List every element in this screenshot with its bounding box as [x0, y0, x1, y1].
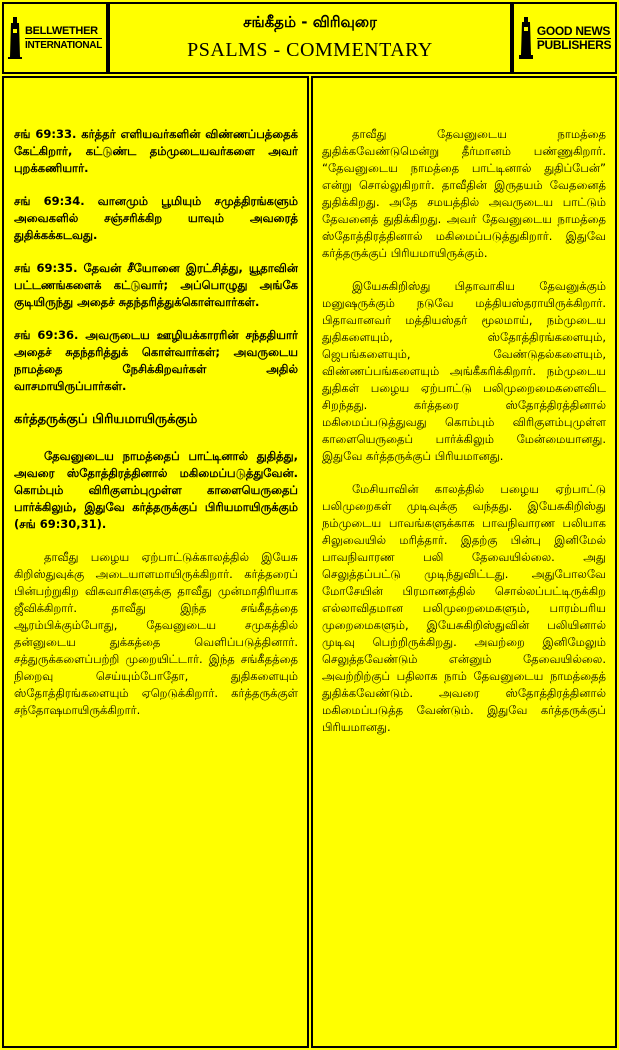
good-news-logo	[518, 17, 611, 59]
book-tower-icon	[518, 17, 534, 59]
title-box	[108, 2, 512, 74]
left-logo-line-2: INTERNATIONAL	[24, 39, 103, 51]
commentary-paragraph-2: இயேசுகிறிஸ்து பிதாவாகிய தேவனுக்கும் மனுஷருக்கும் நடுவே மத்தியஸ்தராயிருக்கிறார். பிதாவானவர் மத்தியஸ்தர் மூலமாய், நம்முடைய துதிகளையும், ஸ்தோத்திரங்களையும், ஜெபங்களையும், வேண்டுதல்களையும், விண்ணப்பங்களையும் அங்கீகரிக்கிறார். நம்முடைய துதிகள் பழைய ஏற்பாட்டு பலிமுறைமைகளைவிட சிறந்தது. கர்த்தரை ஸ்தோத்திரத்தினால் மகிமைப்படுத்துவது கொம்பும் விரிகுளம்புமுள்ள காளையெருதைப் பார்க்கிலும் மேன்மையானது. இதுவே கர்த்தருக்குப் பிரியமானது.	[322, 279, 606, 463]
verse-69-33: சங் 69:33. கர்த்தர் எளியவர்களின் விண்ணப்பத்தைக் கேட்கிறார், கட்டுண்ட தம்முடையவர்களை அவர் புறக்கணியார்.	[14, 127, 298, 175]
section-heading: கர்த்தருக்குப் பிரியமாயிருக்கும்	[14, 412, 198, 427]
verse-69-36: சங் 69:36. அவருடைய ஊழியக்காரரின் சந்ததியார் அதைச் சுதந்தரித்துக் கொள்வார்கள்; அவருடைய நாமத்தை நேசிக்கிறவர்கள் அதில் வாசமாயிருப்பார்கள்.	[14, 328, 298, 393]
key-verse-quote: தேவனுடைய நாமத்தைப் பாட்டினால் துதித்து, அவரை ஸ்தோத்திரத்தினால் மகிமைப்படுத்துவேன். கொம்பும் விரிகுளம்புமுள்ள காளையெருதைப் பார்க்கிலும், இதுவே கர்த்தருக்குப் பிரியமாயிருக்கும் (சங் 69:30,31).	[14, 449, 298, 531]
commentary-paragraph-left: தாவீது பழைய ஏற்பாட்டுக்காலத்தில் இயேசு கிறிஸ்துவுக்கு அடையாளமாயிருக்கிறார். கர்த்தரைப் பின்பற்றுகிற விசுவாசிகளுக்கு தாவீது முன்மாதிரியாக ஜீவிக்கிறார். தாவீது இந்த சங்கீதத்தை ஆரம்பிக்கும்போது, தேவனுடைய சமுகத்தில் தன்னுடைய துக்கத்தை வெளிப்படுத்தினார். சத்துருக்களைப்பற்றி முறையிட்டார். இந்த சங்கீதத்தை நிறைவு செய்யும்போதோ, துதிகளையும் ஸ்தோத்திரங்களையும் ஏறெடுக்கிறார். கர்த்தருக்குள் சந்தோஷமாயிருக்கிறார்.	[14, 550, 298, 717]
right-logo-box	[512, 2, 617, 74]
bellwether-logo	[8, 17, 102, 59]
tower-icon	[8, 17, 22, 59]
right-logo-line-2: PUBLISHERS	[536, 37, 612, 52]
title-tamil: சங்கீதம் - விரிவுரை	[243, 13, 377, 31]
left-logo-line-1: BELLWETHER	[25, 25, 102, 39]
commentary-paragraph-1: தாவீது தேவனுடைய நாமத்தை துதிக்கவேண்டுமென்று தீர்மானம் பண்ணுகிறார். “தேவனுடைய நாமத்தை பாட்டினால் துதிப்பேன்” என்று சொல்லுகிறார். தாவீதின் இருதயம் வேதனைத் துதிக்கிறது. அதே சமயத்தில் அவருடைய பாட்டும் தேவனைத் துதிக்கிறது. அவர் தேவனுடைய நாமத்தை ஸ்தோத்திரத்தினால் மகிமைப்படுத்துகிறார். இதுவே கர்த்தருக்குப் பிரியமாயிருக்கும்.	[322, 127, 606, 260]
commentary-paragraph-3: மேசியாவின் காலத்தில் பழைய ஏற்பாட்டு பலிமுறைகள் முடிவுக்கு வந்தது. இயேசுகிறிஸ்து நம்முடைய பாவங்களுக்காக பாவநிவாரண பலியாக சிலுவையில் மரித்தார். இதற்கு பின்பு இனிமேல் பாவநிவாரண பலி தேவையில்லை. அது செலுத்தப்பட்டு முடிந்துவிட்டது. அதுபோலவே மோசேயின் பிரமாணத்தில் சொல்லப்பட்டிருக்கிற எல்லாவிதமான பலிமுறைமைகளும், பாரம்பரிய முறைமைகளும், இயேசுகிறிஸ்துவின் பலியினால் முடிவு பெற்றிருக்கிறது. அவற்றை இனிமேலும் செலுத்தவேண்டும் என்னும் தேவையில்லை. அவற்றிற்குப் பதிலாக நாம் தேவனுடைய நாமத்தைத் துதிக்கவேண்டும். அவரை ஸ்தோத்திரத்தினால் மகிமைப்படுத்த வேண்டும். இதுவே கர்த்தருக்குப் பிரியமானது.	[322, 482, 606, 734]
right-logo-line-1: GOOD NEWS	[536, 23, 611, 38]
right-column	[322, 126, 606, 1036]
left-column	[14, 126, 298, 1036]
left-logo-box	[2, 2, 108, 74]
title-english: PSALMS - COMMENTARY	[187, 39, 433, 61]
verse-69-34: சங் 69:34. வானமும் பூமியும் சமுத்திரங்களும் அவைகளில் சஞ்சரிக்கிற யாவும் அவரைத் துதிக்கக்கடவது.	[14, 194, 298, 242]
verse-69-35: சங் 69:35. தேவன் சீயோனை இரட்சித்து, யூதாவின் பட்டணங்களைக் கட்டுவார்; அப்பொழுது அங்கே குடியிருந்து அதைச் சுதந்தரித்துக்கொள்வார்கள்.	[14, 261, 298, 309]
